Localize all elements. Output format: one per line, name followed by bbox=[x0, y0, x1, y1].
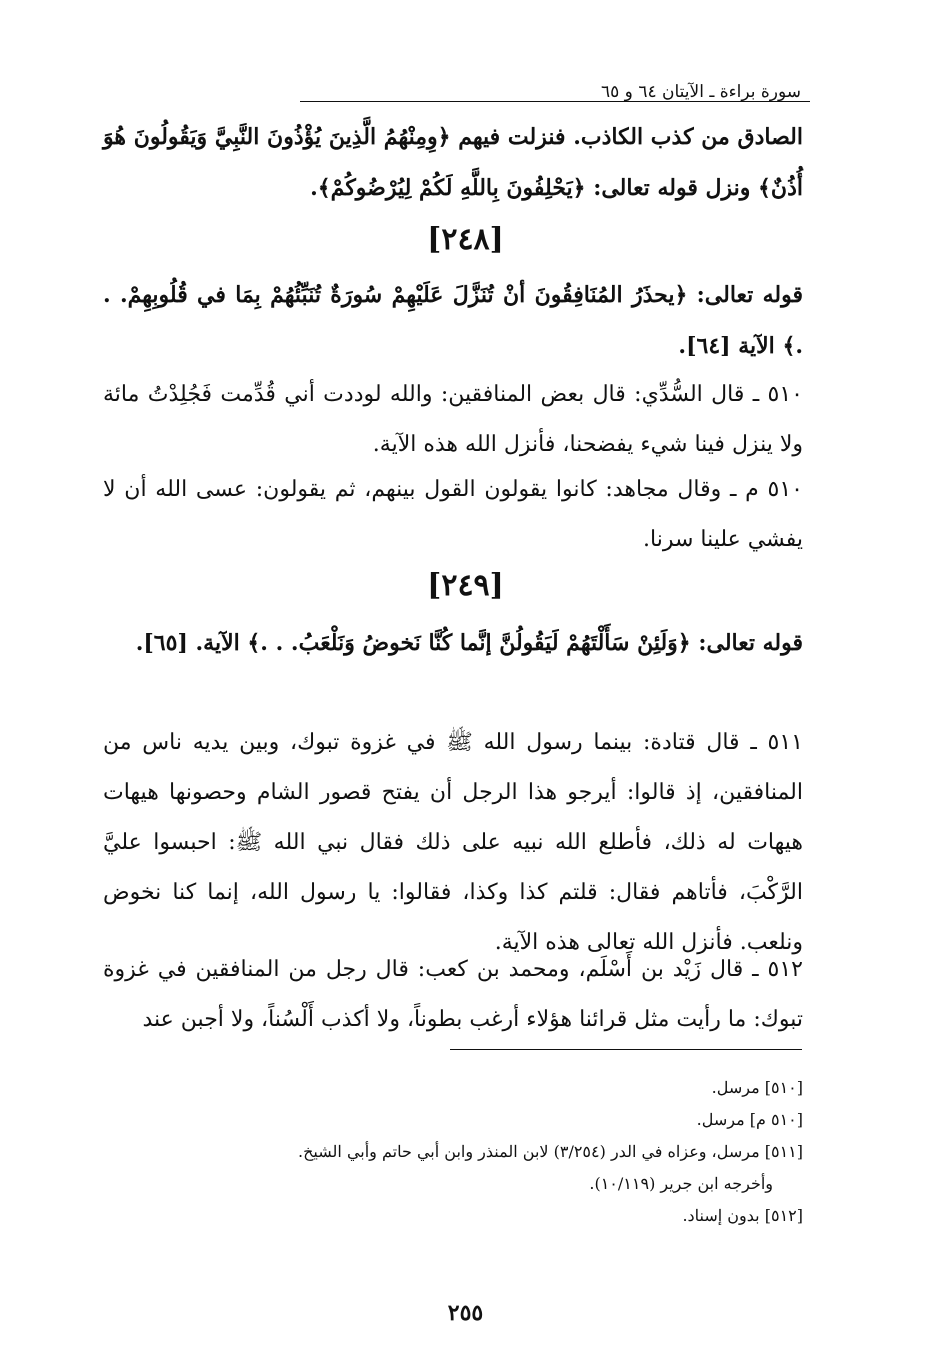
paragraph-text: الصادق من كذب الكاذب. فنزلت فيهم ﴿وِمِنْهُمُ الَّذِينَ يُؤْذُونَ النَّبِيَّ وَيَقُولُونَ هُوَ أُذُنٌ﴾ ونزل قوله تعالى: ﴿يَحْلِفُونَ بِاللَّهِ لَكُمْ لِيُرْضُوكُمْ﴾. bbox=[103, 124, 803, 201]
paragraph-continuation bbox=[103, 112, 803, 214]
footnote-rule bbox=[450, 1049, 802, 1050]
narration-text: ٥١٠ ـ قال السُّدِّي: قال بعض المنافقين: والله لوددت أني قُدِّمت فَجُلِدْتُ مائة ولا ينزل فينا شيء يفضحنا، فأنزل الله هذه الآية. bbox=[103, 382, 803, 457]
narration-512 bbox=[103, 945, 803, 1045]
footnote-512: [٥١٢] بدون إسناد. bbox=[682, 1206, 803, 1225]
verse-text: قوله تعالى: ﴿وَلَئِنْ سَأَلْتَهُمْ لَيَقُولُنَّ إنَّما كُنَّا نَخوضُ وَنَلْعَبُ. . .﴾ الآية. [٦٥]. bbox=[135, 630, 803, 656]
narration-text: ٥١٠ م ـ وقال مجاهد: كانوا يقولون القول بينهم، ثم يقولون: عسى الله أن لا يفشي علينا سرنا. bbox=[103, 477, 803, 552]
verse-heading-65 bbox=[103, 618, 803, 669]
running-head: سورة براءة ـ الآيتان ٦٤ و ٦٥ bbox=[601, 82, 801, 102]
page-number: ٢٥٥ bbox=[447, 1300, 484, 1326]
section-number-248: [٢٤٨] bbox=[427, 222, 504, 257]
narration-510m bbox=[103, 465, 803, 565]
footnote-511: [٥١١] مرسل، وعزاه في الدر (٣/٢٥٤) لابن المنذر وابن أبي حاتم وأبي الشيخ. bbox=[298, 1142, 803, 1161]
footnote-510m: [٥١٠ م] مرسل. bbox=[696, 1110, 803, 1129]
narration-510 bbox=[103, 370, 803, 470]
header-rule bbox=[300, 101, 810, 102]
narration-text: ٥١٢ ـ قال زَيْد بن أَسْلَم، ومحمد بن كعب: قال رجل من المنافقين في غزوة تبوك: ما رأيت مثل قرائنا هؤلاء أرغب بطوناً، ولا أكذب أَلْسُناً، ولا أجبن عند bbox=[103, 957, 803, 1032]
footnote-510: [٥١٠] مرسل. bbox=[711, 1078, 803, 1097]
verse-heading-64 bbox=[103, 270, 803, 372]
narration-511 bbox=[103, 718, 803, 968]
section-number-249: [٢٤٩] bbox=[427, 568, 504, 603]
footnote-511-continuation: وأخرجه ابن جرير (١٠/١١٩). bbox=[589, 1174, 773, 1193]
footnotes bbox=[103, 1072, 803, 1232]
narration-text: ٥١١ ـ قال قتادة: بينما رسول الله ﷺ في غزوة تبوك، وبين يديه ناس من المنافقين، إذ قالوا: أيرجو هذا الرجل أن يفتح قصور الشام وحصونها هيهات هيهات له ذلك، فأطلع الله نبيه على ذلك فقال نبي الله ﷺ: احبسوا عليَّ الرَّكْبَ، فأتاهم فقال: قلتم كذا وكذا، فقالوا: يا رسول الله، إنما كنا نخوض ونلعب. فأنزل الله تعالى هذه الآية. bbox=[103, 730, 803, 955]
verse-text: قوله تعالى: ﴿يحذَرُ المُنَافِقُونَ أنْ تُنَزَّلَ عَلَيْهِمْ سُورَةٌ تُنَبِّئُهُمْ بِمَا في قُلُوبِهِمْ. . .﴾ الآية [٦٤]. bbox=[103, 282, 803, 359]
